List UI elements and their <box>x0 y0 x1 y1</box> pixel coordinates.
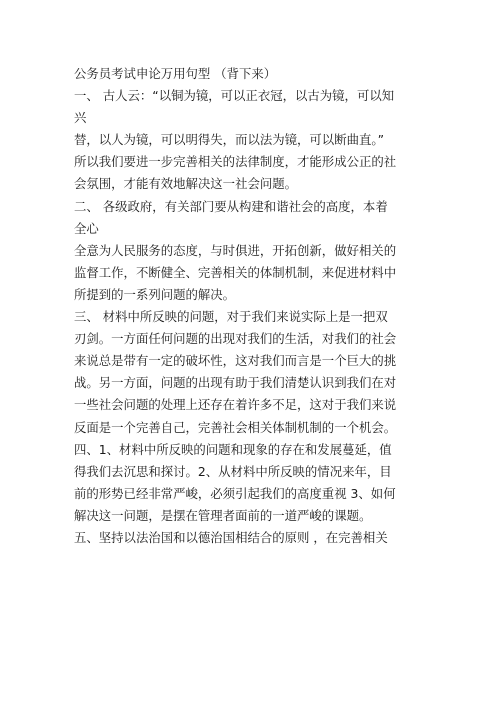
text-line: 替，以人为镜，可以明得失，而以法为镜，可以断曲直。” <box>74 132 384 148</box>
document-body <box>74 63 430 549</box>
text-line: 解决这一问题，是摆在管理者面前的一道严峻的课题。 <box>74 507 372 523</box>
text-line: 反面是一个完善自己，完善社会相关体制机制的一个机会。 <box>74 419 397 435</box>
text-line: 四、1、材料中所反映的问题和现象的存在和发展蔓延，值 <box>74 441 392 457</box>
text-line: 所提到的一系列问题的解决。 <box>74 286 236 302</box>
text-line: 一些社会问题的处理上还存在着许多不足，这对于我们来说 <box>74 397 397 413</box>
text-line: 监督工作，不断健全、完善相关的体制机制，来促进材料中 <box>74 264 397 280</box>
text-line: 二、 各级政府，有关部门要从构建和谐社会的高度，本着 <box>74 198 388 214</box>
text-line: 三、 材料中所反映的问题，对于我们来说实际上是一把双 <box>74 309 388 325</box>
text-line: 刃剑。一方面任何问题的出现对我们的生活，对我们的社会 <box>74 331 397 347</box>
text-line: 来说总是带有一定的破坏性，这对我们而言是一个巨大的挑 <box>74 353 397 369</box>
text-line: 全心 <box>74 220 99 236</box>
document-title: 公务员考试申论万用句型 （背下来） <box>74 66 277 81</box>
text-line: 全意为人民服务的态度，与时俱进，开拓创新，做好相关的 <box>74 242 397 258</box>
text-line: 战。另一方面，问题的出现有助于我们清楚认识到我们在对 <box>74 375 397 391</box>
text-line: 得我们去沉思和探讨。2、从材料中所反映的情况来年，目 <box>74 463 392 479</box>
text-line: 一、 古人云：“以铜为镜，可以正衣冠，以古为镜，可以知 <box>74 88 395 104</box>
text-line: 五、坚持以法治国和以德治国相结合的原则 ，在完善相关 <box>74 529 388 545</box>
text-line: 会氛围，才能有效地解决这一社会问题。 <box>74 176 298 192</box>
text-line: 所以我们要进一步完善相关的法律制度，才能形成公正的社 <box>74 154 397 170</box>
text-line: 前的形势已经非常严峻，必须引起我们的高度重视 3、如何 <box>74 485 396 501</box>
text-line: 兴 <box>74 110 87 126</box>
